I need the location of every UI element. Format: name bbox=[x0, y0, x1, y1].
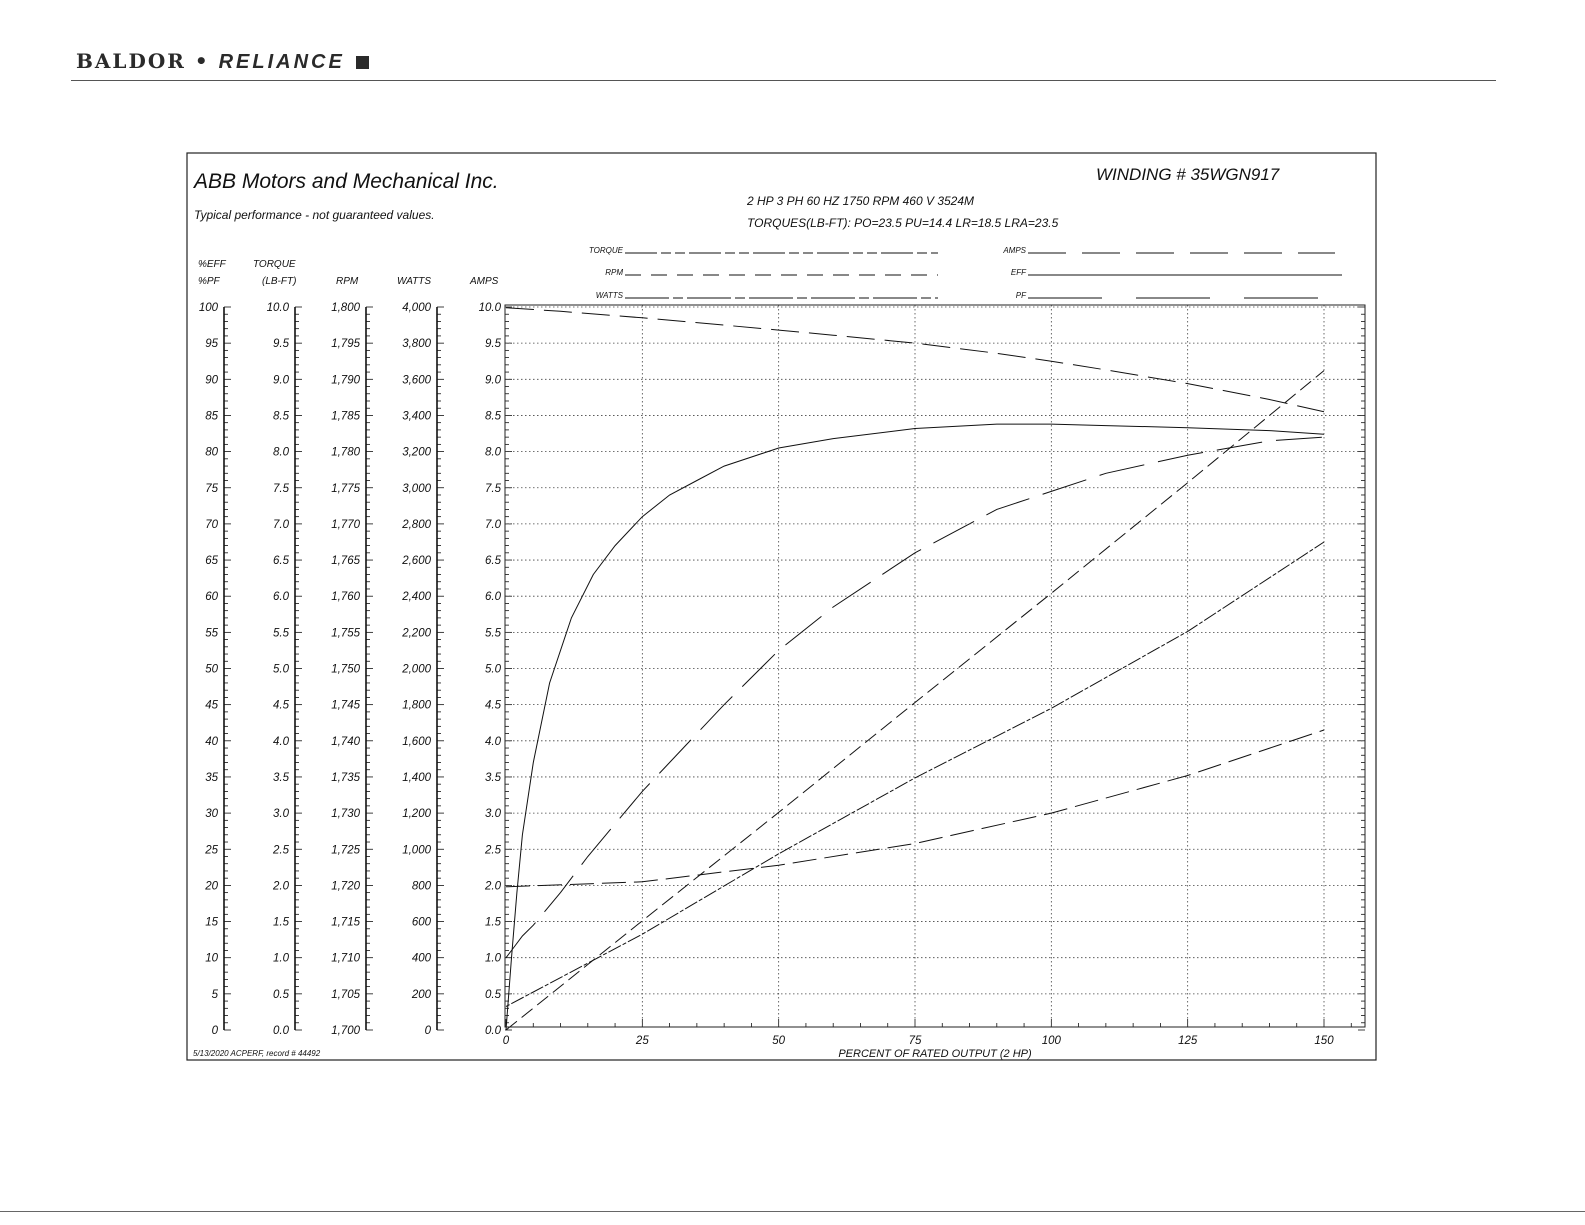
amps-tick-label: 3.0 bbox=[485, 808, 501, 821]
legend-label-amps: AMPS bbox=[1003, 246, 1026, 255]
amps-tick-label: 3.5 bbox=[485, 771, 501, 784]
eff-tick-label: 0 bbox=[211, 1025, 218, 1037]
amps-tick-label: 10.0 bbox=[478, 302, 501, 314]
eff-tick-label: 65 bbox=[205, 555, 218, 568]
rating-line: 2 HP 3 PH 60 HZ 1750 RPM 460 V 3524M bbox=[747, 194, 975, 208]
torque-tick-label: 5.5 bbox=[273, 627, 289, 640]
rpm-tick-label: 1,785 bbox=[331, 410, 360, 423]
watts-tick-label: 2,600 bbox=[402, 555, 431, 568]
amps-tick-label: 2.0 bbox=[485, 880, 501, 893]
torque-tick-label: 6.0 bbox=[273, 591, 289, 604]
x-axis-label: PERCENT OF RATED OUTPUT (2 HP) bbox=[838, 1048, 1032, 1060]
amps-tick-label: 7.5 bbox=[485, 482, 501, 495]
torque-tick-label: 9.5 bbox=[273, 338, 289, 351]
x-tick-label: 150 bbox=[1314, 1035, 1334, 1047]
watts-tick-label: 1,600 bbox=[402, 735, 431, 748]
amps-tick-label: 9.5 bbox=[485, 338, 501, 351]
watts-tick-label: 1,200 bbox=[402, 808, 431, 821]
rpm-tick-label: 1,720 bbox=[331, 880, 360, 893]
rpm-tick-label: 1,765 bbox=[331, 555, 360, 568]
eff-axis-header: %EFF bbox=[198, 259, 226, 270]
eff-tick-label: 95 bbox=[205, 338, 218, 351]
eff-tick-label: 15 bbox=[205, 916, 218, 929]
watts-tick-label: 4,000 bbox=[402, 302, 431, 314]
torque-unit-header: (LB-FT) bbox=[262, 276, 297, 287]
disclaimer-text: Typical performance - not guaranteed values. bbox=[194, 208, 435, 222]
eff-tick-label: 20 bbox=[205, 880, 218, 893]
torque-tick-label: 3.5 bbox=[273, 771, 289, 784]
amps-tick-label: 8.0 bbox=[485, 446, 501, 459]
torque-tick-label: 1.0 bbox=[273, 952, 289, 965]
brand-left: BALDOR bbox=[76, 49, 186, 73]
brand-right: RELIANCE bbox=[218, 51, 345, 73]
rpm-tick-label: 1,745 bbox=[331, 699, 360, 712]
watts-tick-label: 1,000 bbox=[402, 844, 431, 857]
rpm-tick-label: 1,700 bbox=[331, 1025, 360, 1037]
amps-tick-label: 6.0 bbox=[485, 591, 501, 604]
rpm-tick-label: 1,705 bbox=[331, 988, 360, 1001]
torque-tick-label: 1.5 bbox=[273, 916, 289, 929]
watts-tick-label: 0 bbox=[424, 1025, 431, 1037]
pf-axis-header: %PF bbox=[198, 276, 220, 287]
legend-label-eff: EFF bbox=[1010, 268, 1026, 277]
legend-label-pf: PF bbox=[1015, 291, 1026, 300]
rpm-tick-label: 1,755 bbox=[331, 627, 360, 640]
amps-tick-label: 4.0 bbox=[485, 735, 501, 748]
watts-tick-label: 2,000 bbox=[402, 663, 431, 676]
rpm-tick-label: 1,715 bbox=[331, 916, 360, 929]
amps-tick-label: 0.5 bbox=[485, 988, 501, 1001]
torque-tick-label: 8.0 bbox=[273, 446, 289, 459]
torque-tick-label: 5.0 bbox=[273, 663, 289, 676]
legend-label-rpm: RPM bbox=[605, 268, 623, 277]
torque-tick-label: 9.0 bbox=[273, 374, 289, 387]
amps-tick-label: 1.5 bbox=[485, 916, 501, 929]
watts-tick-label: 2,800 bbox=[402, 518, 431, 531]
rpm-tick-label: 1,750 bbox=[331, 663, 360, 676]
watts-tick-label: 400 bbox=[411, 952, 431, 965]
watts-tick-label: 2,400 bbox=[402, 591, 431, 604]
eff-tick-label: 50 bbox=[205, 663, 218, 676]
watts-tick-label: 3,200 bbox=[402, 446, 431, 459]
torque-tick-label: 10.0 bbox=[266, 302, 289, 314]
amps-tick-label: 9.0 bbox=[485, 374, 501, 387]
watts-tick-label: 1,800 bbox=[402, 699, 431, 712]
eff-tick-label: 45 bbox=[205, 699, 218, 712]
watts-tick-label: 3,000 bbox=[402, 482, 431, 495]
x-tick-label: 100 bbox=[1041, 1035, 1061, 1047]
amps-tick-label: 8.5 bbox=[485, 410, 501, 423]
eff-tick-label: 30 bbox=[205, 808, 218, 821]
eff-tick-label: 40 bbox=[205, 735, 218, 748]
x-tick-label: 75 bbox=[908, 1035, 922, 1047]
torque-tick-label: 6.5 bbox=[273, 555, 289, 568]
eff-tick-label: 70 bbox=[205, 518, 218, 531]
rpm-tick-label: 1,775 bbox=[331, 482, 360, 495]
x-tick-label: 25 bbox=[635, 1035, 649, 1047]
rpm-tick-label: 1,770 bbox=[331, 518, 360, 531]
torque-tick-label: 0.5 bbox=[273, 988, 289, 1001]
torque-tick-label: 8.5 bbox=[273, 410, 289, 423]
eff-tick-label: 90 bbox=[205, 374, 218, 387]
x-tick-label: 50 bbox=[772, 1035, 786, 1047]
rpm-tick-label: 1,790 bbox=[331, 374, 360, 387]
torque-tick-label: 4.0 bbox=[273, 735, 289, 748]
eff-tick-label: 60 bbox=[205, 591, 218, 604]
footer-divider bbox=[0, 1211, 1585, 1212]
eff-tick-label: 10 bbox=[205, 952, 218, 965]
eff-tick-label: 80 bbox=[205, 446, 218, 459]
legend-label-watts: WATTS bbox=[595, 291, 623, 300]
torque-tick-label: 4.5 bbox=[273, 699, 289, 712]
x-tick-label: 0 bbox=[502, 1035, 510, 1047]
watts-tick-label: 800 bbox=[411, 880, 431, 893]
amps-tick-label: 0.0 bbox=[485, 1025, 501, 1037]
amps-tick-label: 1.0 bbox=[485, 952, 501, 965]
watts-tick-label: 1,400 bbox=[402, 771, 431, 784]
eff-tick-label: 35 bbox=[205, 771, 218, 784]
eff-tick-label: 55 bbox=[205, 627, 218, 640]
brand-separator: • bbox=[194, 49, 210, 73]
torque-tick-label: 7.0 bbox=[273, 518, 289, 531]
rpm-tick-label: 1,710 bbox=[331, 952, 360, 965]
x-tick-label: 125 bbox=[1178, 1035, 1198, 1047]
eff-tick-label: 25 bbox=[205, 844, 218, 857]
company-title: ABB Motors and Mechanical Inc. bbox=[194, 170, 499, 193]
winding-number: WINDING # 35WGN917 bbox=[1096, 165, 1280, 184]
series-line-eff bbox=[506, 424, 1324, 1030]
torque-tick-label: 2.5 bbox=[273, 844, 289, 857]
amps-tick-label: 5.0 bbox=[485, 663, 501, 676]
record-text: 5/13/2020 ACPERF, record # 44492 bbox=[193, 1049, 321, 1058]
amps-tick-label: 7.0 bbox=[485, 518, 501, 531]
watts-tick-label: 200 bbox=[411, 988, 431, 1001]
amps-tick-label: 4.5 bbox=[485, 699, 501, 712]
eff-tick-label: 85 bbox=[205, 410, 218, 423]
legend bbox=[589, 246, 1342, 300]
torques-line: TORQUES(LB-FT): PO=23.5 PU=14.4 LR=18.5 LRA=23.5 bbox=[747, 216, 1059, 230]
rpm-tick-label: 1,735 bbox=[331, 771, 360, 784]
rpm-tick-label: 1,730 bbox=[331, 808, 360, 821]
rpm-tick-label: 1,725 bbox=[331, 844, 360, 857]
series-line-rpm bbox=[506, 308, 1324, 412]
eff-tick-label: 100 bbox=[198, 302, 218, 314]
watts-tick-label: 600 bbox=[411, 916, 431, 929]
watts-axis-header: WATTS bbox=[397, 276, 432, 287]
amps-tick-label: 5.5 bbox=[485, 627, 501, 640]
rpm-axis-header: RPM bbox=[336, 276, 359, 287]
watts-tick-label: 3,800 bbox=[402, 338, 431, 351]
watts-tick-label: 3,600 bbox=[402, 374, 431, 387]
torque-tick-label: 7.5 bbox=[273, 482, 289, 495]
legend-label-torque: TORQUE bbox=[588, 246, 623, 255]
rpm-tick-label: 1,795 bbox=[331, 338, 360, 351]
amps-tick-label: 6.5 bbox=[485, 555, 501, 568]
torque-tick-label: 3.0 bbox=[273, 808, 289, 821]
torque-tick-label: 0.0 bbox=[273, 1025, 289, 1037]
torque-tick-label: 2.0 bbox=[273, 880, 289, 893]
watts-tick-label: 3,400 bbox=[402, 410, 431, 423]
watts-tick-label: 2,200 bbox=[402, 627, 431, 640]
eff-tick-label: 5 bbox=[211, 988, 218, 1001]
rpm-tick-label: 1,780 bbox=[331, 446, 360, 459]
amps-axis-header: AMPS bbox=[470, 276, 499, 287]
rpm-tick-label: 1,800 bbox=[331, 302, 360, 314]
amps-tick-label: 2.5 bbox=[485, 844, 501, 857]
eff-tick-label: 75 bbox=[205, 482, 218, 495]
torque-axis-header: TORQUE bbox=[253, 259, 296, 270]
plot-area-frame bbox=[505, 305, 1365, 1027]
rpm-tick-label: 1,740 bbox=[331, 735, 360, 748]
rpm-tick-label: 1,760 bbox=[331, 591, 360, 604]
